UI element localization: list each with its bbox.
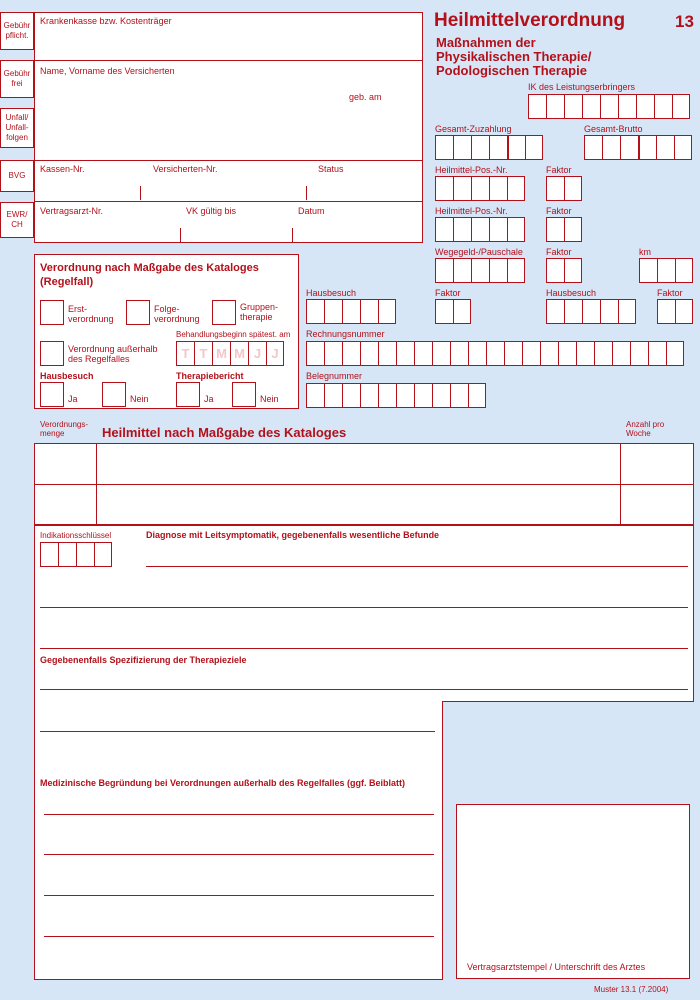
begruendung-line-1[interactable] <box>44 814 434 815</box>
begruendung-line-3[interactable] <box>44 895 434 896</box>
versicherten-nr-label: Versicherten-Nr. <box>153 164 218 174</box>
date-placeholder-t2: T <box>194 341 212 366</box>
wegegeld-label: Wegegeld-/Pauschale <box>435 247 523 257</box>
anzahl-pro-woche-label: Anzahl pro Woche <box>626 420 665 438</box>
form-subtitle-3: Podologischen Therapie <box>436 63 587 78</box>
therapiebericht-ja-label: Ja <box>204 394 214 404</box>
arztstempel-label: Vertragsarztstempel / Unterschrift des Arztes <box>467 962 646 972</box>
name-label: Name, Vorname des Versicherten <box>40 66 175 76</box>
hausbesuch-label-2: Hausbesuch <box>546 288 597 298</box>
form-subtitle-1: Maßnahmen der <box>436 35 536 50</box>
behandlungsbeginn-label: Behandlungsbeginn spätest. am <box>176 330 291 339</box>
date-placeholder-t1: T <box>176 341 194 366</box>
form-title: Heilmittelverordnung <box>434 10 626 31</box>
date-placeholder-m2: M <box>230 341 248 366</box>
diagnose-line-1[interactable] <box>146 566 688 567</box>
katalog-title-1: Verordnung nach Maßgabe des Kataloges <box>40 262 259 274</box>
belegnummer-label: Belegnummer <box>306 371 363 381</box>
therapieziele-label: Gegebenenfalls Spezifizierung der Therapieziele <box>40 655 247 665</box>
diagnose-line-3[interactable] <box>40 648 688 649</box>
side-label-gebuehr-pflichtig[interactable]: Gebühr pflicht. <box>0 12 34 50</box>
side-label-ewr-ch[interactable]: EWR/ CH <box>0 202 34 238</box>
rechnungsnummer-label: Rechnungsnummer <box>306 329 385 339</box>
kassen-nr-label: Kassen-Nr. <box>40 164 85 174</box>
gruppentherapie-label: Gruppen- therapie <box>240 302 279 322</box>
arztstempel-box[interactable] <box>456 804 690 979</box>
diagnose-label: Diagnose mit Leitsymptomatik, gegebenenfalls wesentliche Befunde <box>146 530 440 540</box>
km-label: km <box>639 247 651 257</box>
faktor-label-2: Faktor <box>546 206 572 216</box>
indikationsschluessel-field[interactable] <box>40 542 112 567</box>
form-number: 13 <box>675 12 694 31</box>
therapiebericht-nein-label: Nein <box>260 394 279 404</box>
datum-label: Datum <box>298 206 325 216</box>
diagnose-line-2[interactable] <box>40 607 688 608</box>
faktor-label-1: Faktor <box>546 165 572 175</box>
verordnungsmenge-label: Verordnungs- menge <box>40 420 89 438</box>
faktor-label-3: Faktor <box>546 247 572 257</box>
hausbesuch-nein-label: Nein <box>130 394 149 404</box>
date-placeholder-m1: M <box>212 341 230 366</box>
folgeverordnung-label: Folge- verordnung <box>154 304 200 324</box>
side-label-gebuehr-frei[interactable]: Gebühr frei <box>0 60 34 98</box>
geb-am-label: geb. am <box>349 92 382 102</box>
faktor-label-5: Faktor <box>657 288 683 298</box>
indikationsschluessel-label: Indikationsschlüssel <box>40 531 112 540</box>
vk-gueltig-label: VK gültig bis <box>186 206 237 216</box>
vertragsarzt-nr-label: Vertragsarzt-Nr. <box>40 206 104 216</box>
therapieziele-line-1[interactable] <box>40 689 688 690</box>
begruendung-line-4[interactable] <box>44 936 434 937</box>
date-placeholder-j2: J <box>266 341 284 366</box>
therapiebericht-heading: Therapiebericht <box>176 371 244 381</box>
heilmittel-pos-label-1: Heilmittel-Pos.-Nr. <box>435 165 508 175</box>
heilmittel-pos-label-2: Heilmittel-Pos.-Nr. <box>435 206 508 216</box>
erstverordnung-label: Erst- verordnung <box>68 304 114 324</box>
side-label-unfall[interactable]: Unfall/ Unfall- folgen <box>0 108 34 148</box>
side-label-bvg[interactable]: BVG <box>0 160 34 192</box>
katalog-title-2: (Regelfall) <box>40 276 94 288</box>
krankenkasse-label: Krankenkasse bzw. Kostenträger <box>40 16 172 26</box>
faktor-label-4: Faktor <box>435 288 461 298</box>
hausbesuch-ja-label: Ja <box>68 394 78 404</box>
gesamt-brutto-label: Gesamt-Brutto <box>584 124 643 134</box>
date-placeholder-j1: J <box>248 341 266 366</box>
form-subtitle-2: Physikalischen Therapie/ <box>436 49 592 64</box>
heilmittel-title: Heilmittel nach Maßgabe des Kataloges <box>102 425 347 440</box>
ausserhalb-regelfall-label: Verordnung außerhalb des Regelfalles <box>68 344 158 364</box>
begruendung-label: Medizinische Begründung bei Verordnungen außerhalb des Regelfalles (ggf. Beiblatt) <box>40 778 406 788</box>
muster-label: Muster 13.1 (7.2004) <box>594 985 669 994</box>
therapieziele-line-2[interactable] <box>40 731 435 732</box>
begruendung-line-2[interactable] <box>44 854 434 855</box>
status-label: Status <box>318 164 344 174</box>
hausbesuch-label-1: Hausbesuch <box>306 288 357 298</box>
ik-label: IK des Leistungserbringers <box>528 82 636 92</box>
hausbesuch-heading: Hausbesuch <box>40 371 94 381</box>
gesamt-zuzahlung-label: Gesamt-Zuzahlung <box>435 124 512 134</box>
